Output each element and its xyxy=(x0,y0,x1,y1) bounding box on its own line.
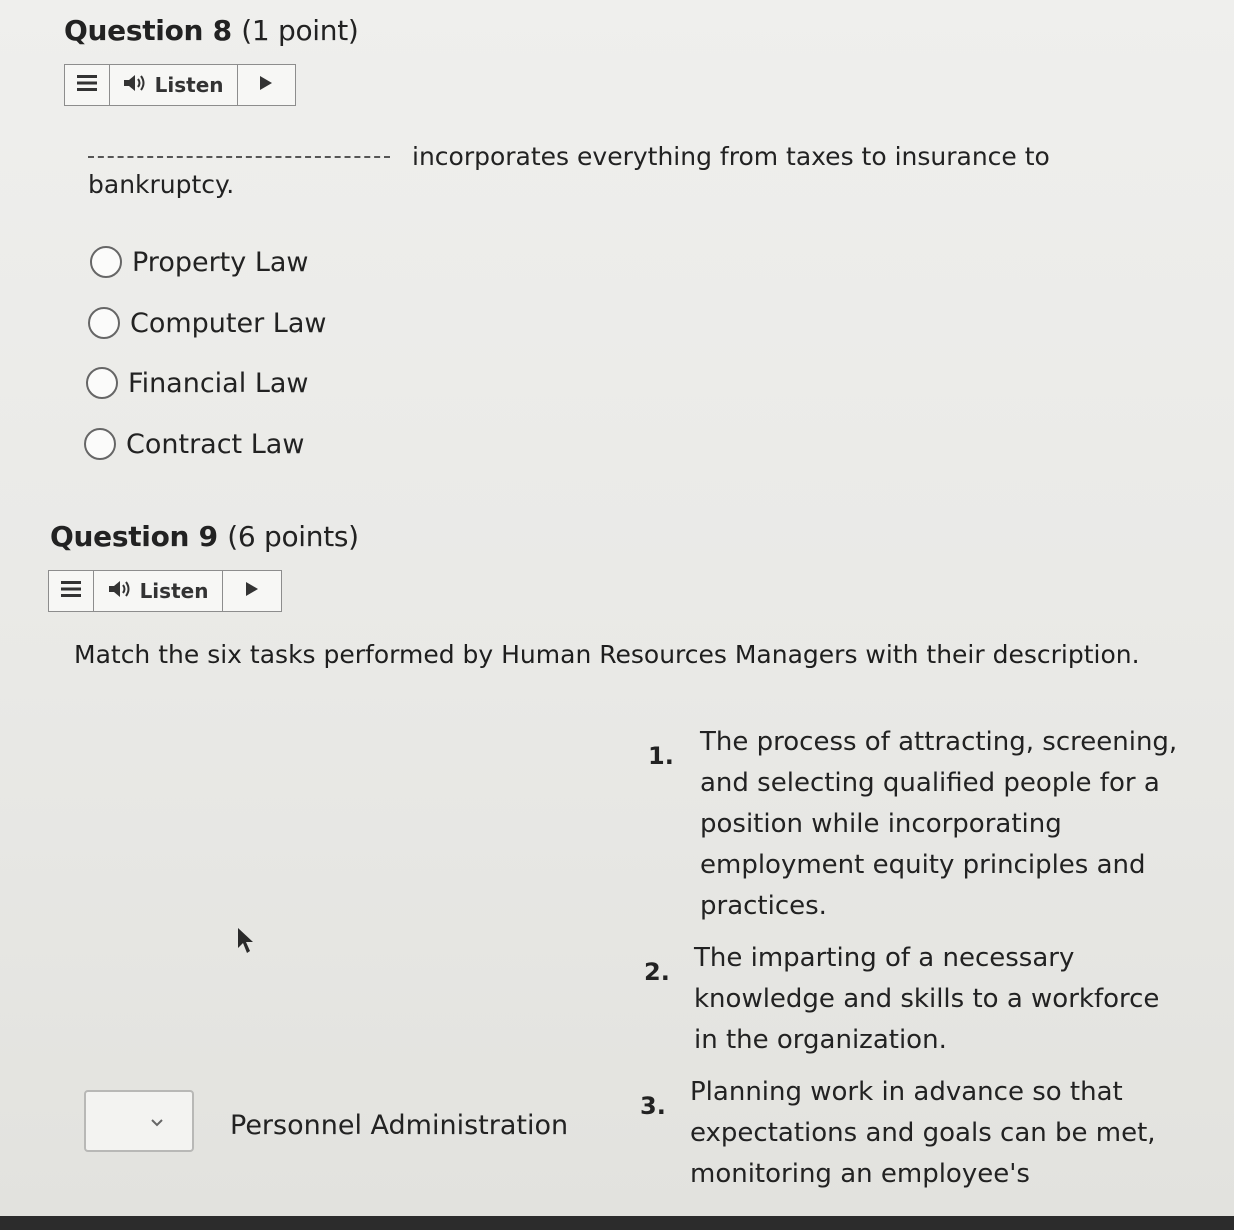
radio-button[interactable] xyxy=(88,307,120,339)
definition-line: monitoring an employee's xyxy=(690,1159,1030,1189)
listen-label: Listen xyxy=(154,73,224,97)
radio-button[interactable] xyxy=(86,367,118,399)
definition-number: 2. xyxy=(644,958,670,986)
speaker-icon xyxy=(123,73,149,98)
definition-line: Planning work in advance so that xyxy=(690,1077,1123,1107)
question-8-stem-text: incorporates everything from taxes to insurance to xyxy=(412,142,1050,171)
listen-button[interactable] xyxy=(94,571,223,611)
option-label: Financial Law xyxy=(128,367,309,399)
definition-line: knowledge and skills to a workforce xyxy=(694,984,1160,1014)
option-computer-law[interactable] xyxy=(88,307,326,339)
taskbar-edge xyxy=(0,1216,1234,1230)
question-9-label: Question 9 xyxy=(50,520,218,553)
match-term: Personnel Administration xyxy=(230,1110,569,1141)
radio-button[interactable] xyxy=(84,428,116,460)
question-8-label: Question 8 xyxy=(64,14,232,47)
definition-line: practices. xyxy=(700,891,827,921)
speaker-icon xyxy=(108,579,134,604)
listen-button[interactable] xyxy=(110,65,238,105)
mouse-pointer-icon xyxy=(236,926,256,960)
definition-text xyxy=(690,1072,1156,1195)
definition-line: position while incorporating xyxy=(700,809,1062,839)
definition-line: in the organization. xyxy=(694,1025,947,1055)
definition-line: expectations and goals can be met, xyxy=(690,1118,1156,1148)
definition-line: The process of attracting, screening, xyxy=(700,727,1178,757)
listen-label: Listen xyxy=(139,579,209,603)
option-label: Contract Law xyxy=(126,428,305,460)
question-9-title xyxy=(50,520,359,553)
menu-lines-icon xyxy=(61,581,81,601)
question-8-stem-wrap: bankruptcy. xyxy=(88,170,235,199)
definition-number: 3. xyxy=(640,1092,666,1120)
play-button[interactable] xyxy=(223,571,281,611)
question-8-listen-widget xyxy=(64,64,296,106)
option-label: Property Law xyxy=(132,246,309,278)
play-icon xyxy=(258,74,274,96)
play-icon xyxy=(244,580,260,602)
option-label: Computer Law xyxy=(130,307,327,339)
chevron-down-icon xyxy=(150,1112,164,1131)
match-dropdown[interactable] xyxy=(84,1090,194,1152)
menu-lines-icon xyxy=(77,75,97,95)
definition-text xyxy=(694,938,1159,1061)
play-button[interactable] xyxy=(238,65,296,105)
fill-in-blank-line xyxy=(88,156,390,158)
question-8-points: (1 point) xyxy=(241,14,359,47)
definition-line: The imparting of a necessary xyxy=(694,943,1075,973)
radio-button[interactable] xyxy=(90,246,122,278)
read-aloud-menu-button[interactable] xyxy=(65,65,110,105)
definition-text xyxy=(700,722,1177,927)
read-aloud-menu-button[interactable] xyxy=(49,571,94,611)
question-9-listen-widget xyxy=(48,570,282,612)
option-property-law[interactable] xyxy=(90,246,309,278)
definition-line: and selecting qualified people for a xyxy=(700,768,1160,798)
question-9-points: (6 points) xyxy=(227,520,359,553)
question-8-title xyxy=(64,14,359,47)
option-contract-law[interactable] xyxy=(84,428,304,460)
option-financial-law[interactable] xyxy=(86,367,308,399)
question-9-instruction: Match the six tasks performed by Human Resources Managers with their description. xyxy=(74,640,1140,669)
definition-number: 1. xyxy=(648,742,674,770)
definition-line: employment equity principles and xyxy=(700,850,1146,880)
